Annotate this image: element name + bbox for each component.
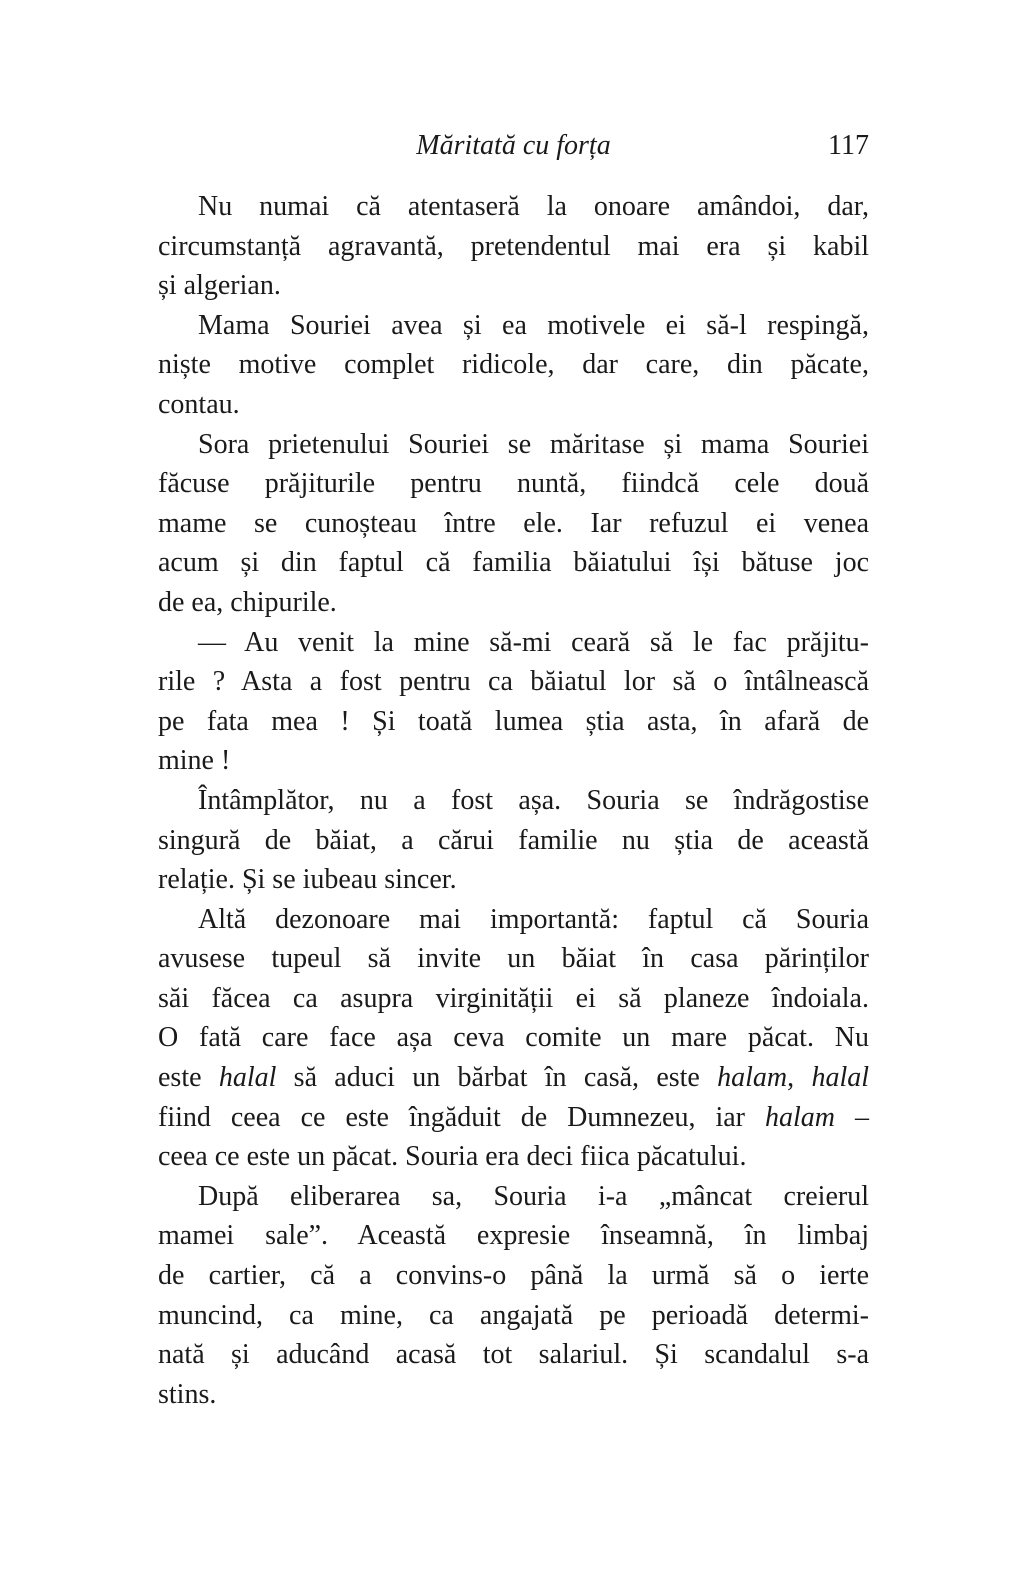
text-line: După eliberarea sa, Souria i-a „mâncat creierul bbox=[198, 1180, 869, 1212]
text-line: mamei sale”. Această expresie înseamnă, în limbaj bbox=[158, 1220, 869, 1252]
paragraph bbox=[158, 1177, 869, 1415]
text-line: relație. Și se iubeau sincer. bbox=[158, 864, 457, 896]
text-line: făcuse prăjiturile pentru nuntă, fiindcă cele două bbox=[158, 468, 869, 500]
text-line: muncind, ca mine, ca angajată pe perioadă determi- bbox=[158, 1299, 869, 1331]
text-line: O fată care face așa ceva comite un mare păcat. Nu bbox=[158, 1022, 869, 1054]
paragraph bbox=[158, 781, 869, 900]
text-line: pe fata mea ! Și toată lumea știa asta, în afară de bbox=[158, 705, 869, 737]
text-line: avusese tupeul să invite un băiat în casa părinților bbox=[158, 943, 869, 975]
text-line: mame se cunoșteau între ele. Iar refuzul ei venea bbox=[158, 507, 869, 539]
text-column bbox=[158, 128, 869, 1414]
text-line: singură de băiat, a cărui familie nu știa de această bbox=[158, 824, 869, 856]
running-head bbox=[158, 128, 869, 164]
text-line: de ea, chipurile. bbox=[158, 586, 337, 618]
page-number: 117 bbox=[828, 130, 869, 161]
text-line: Nu numai că atentaseră la onoare amândoi, dar, bbox=[198, 191, 869, 222]
text-line: ceea ce este un păcat. Souria era deci fiica păcatului. bbox=[158, 1141, 747, 1173]
paragraph bbox=[158, 623, 869, 781]
text-line: circumstanță agravantă, pretendentul mai era și kabil bbox=[158, 230, 869, 262]
text-line: de cartier, că a convins-o până la urmă să o ierte bbox=[158, 1260, 869, 1292]
text-line: acum și din faptul că familia băiatului își bătuse joc bbox=[158, 547, 869, 579]
paragraph bbox=[158, 306, 869, 425]
paragraph bbox=[158, 425, 869, 623]
text-line: și algerian. bbox=[158, 270, 281, 302]
text-line: rile ? Asta a fost pentru ca băiatul lor să o întâlnească bbox=[158, 666, 869, 698]
text-line: mine ! bbox=[158, 745, 231, 777]
text-line: fiind ceea ce este îngăduit de Dumnezeu, iar halam – bbox=[158, 1101, 869, 1133]
text-line: stins. bbox=[158, 1378, 217, 1410]
text-line: Sora prietenului Souriei se măritase și mama Souriei bbox=[198, 428, 869, 460]
text-line: — Au venit la mine să-mi ceară să le fac prăjitu- bbox=[198, 626, 869, 658]
text-line: contau. bbox=[158, 388, 240, 420]
running-title: Măritată cu forța bbox=[416, 130, 611, 161]
text-line: nată și aducând acasă tot salariul. Și scandalul s-a bbox=[158, 1339, 869, 1371]
text-line: Altă dezonoare mai importantă: faptul că Souria bbox=[198, 903, 869, 935]
text-line: săi făcea ca asupra virginității ei să planeze îndoiala. bbox=[158, 982, 869, 1014]
text-line: Întâmplător, nu a fost așa. Souria se îndrăgostise bbox=[198, 784, 869, 816]
paragraph bbox=[158, 900, 869, 1177]
body-text bbox=[158, 187, 869, 1414]
text-line: niște motive complet ridicole, dar care, din păcate, bbox=[158, 349, 869, 381]
text-line: este halal să aduci un bărbat în casă, este halam, halal bbox=[158, 1062, 869, 1094]
paragraph bbox=[158, 187, 869, 306]
text-line: Mama Souriei avea și ea motivele ei să-l respingă, bbox=[198, 309, 869, 341]
